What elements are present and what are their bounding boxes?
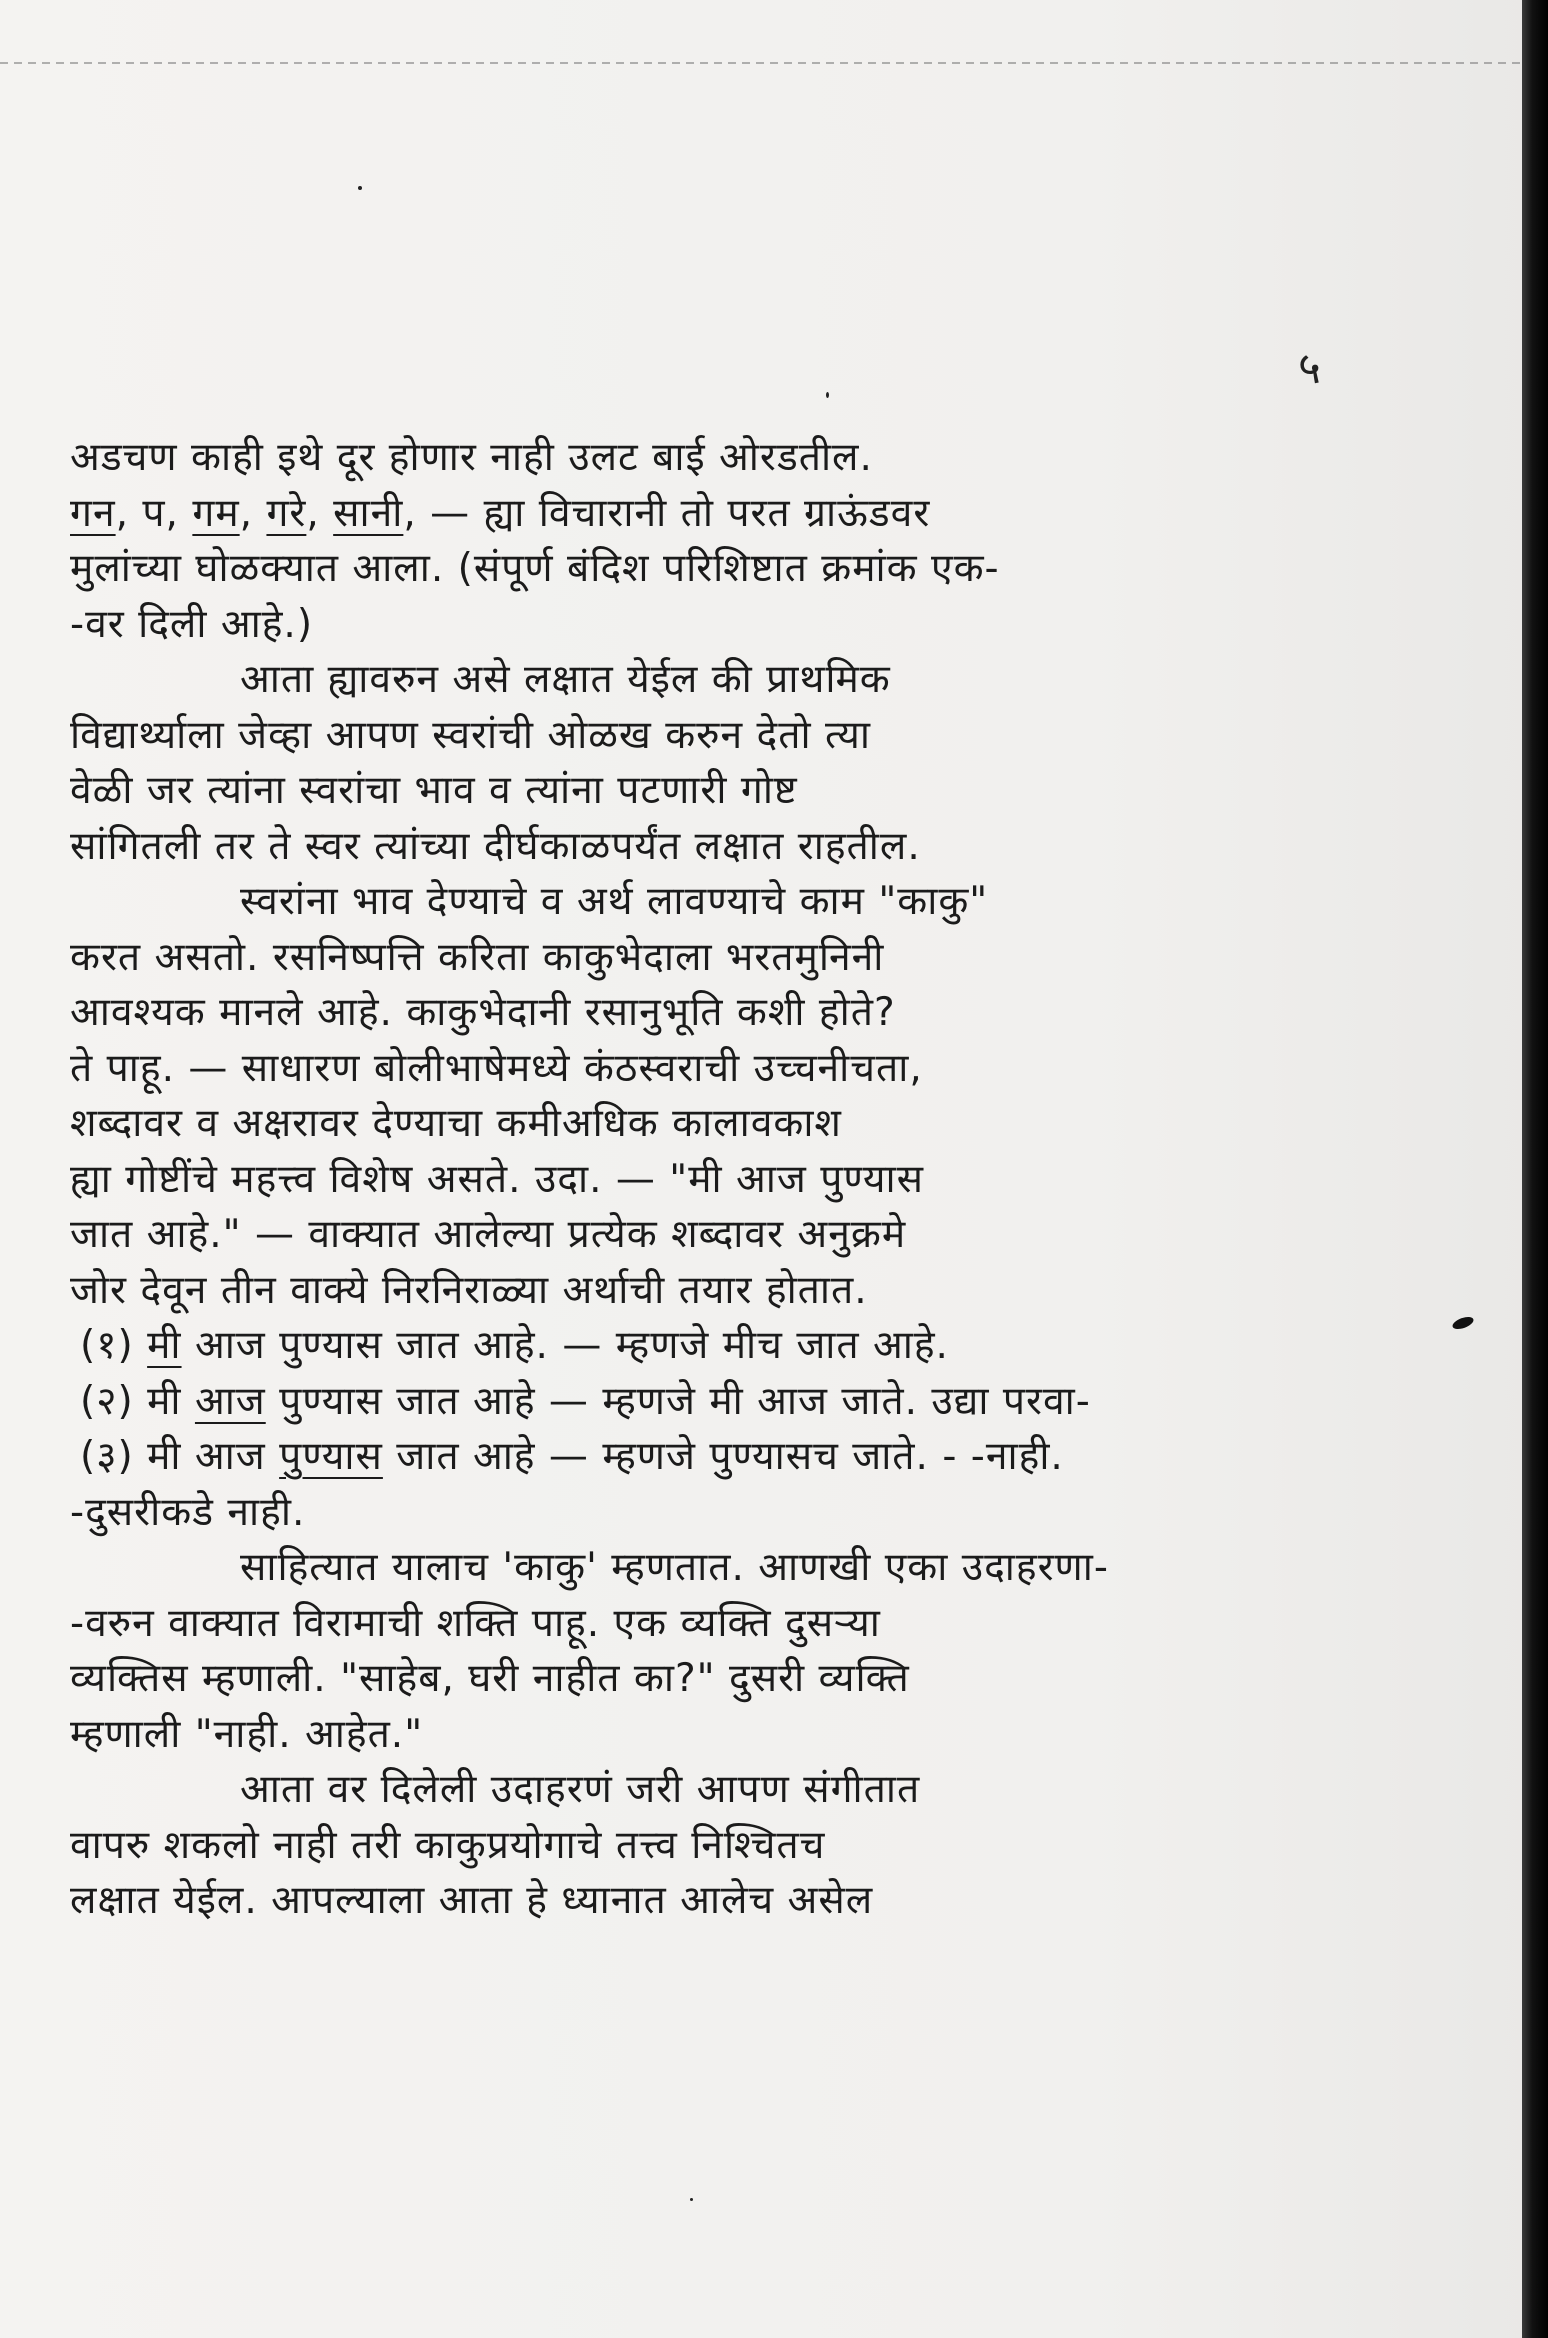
- text-line: [70, 1374, 1450, 1430]
- ink-speck: [358, 186, 362, 190]
- text-line: [70, 1540, 1450, 1596]
- page-binding-shadow: [1522, 0, 1548, 2338]
- text-line: [70, 819, 1450, 875]
- page-top-edge: [0, 62, 1520, 64]
- text-line: [70, 1152, 1450, 1208]
- text-line: [70, 541, 1450, 597]
- text-line: [70, 930, 1450, 986]
- text-line: [70, 1263, 1450, 1319]
- underlined-word: गरे: [266, 490, 307, 536]
- text-line: [70, 1207, 1450, 1263]
- text-segment: ,: [306, 490, 334, 536]
- ink-speck: [826, 392, 829, 398]
- text-line: [70, 1485, 1450, 1541]
- text-segment: आज पुण्यास जात आहे. — म्हणजे मीच जात आहे.: [181, 1323, 949, 1368]
- text-segment: -दुसरीकडे नाही.: [70, 1489, 306, 1535]
- text-line: [70, 1873, 1450, 1929]
- text-segment: ह्या गोष्टींचे महत्त्व विशेष असते. उदा. — "मी आज पुण्यास: [70, 1156, 924, 1202]
- text-line: [70, 1651, 1450, 1707]
- text-segment: करत असतो. रसनिष्पत्ति करिता काकुभेदाला भरतमुनिनी: [70, 934, 885, 980]
- text-segment: वेळी जर त्यांना स्वरांचा भाव व त्यांना पटणारी गोष्ट: [70, 768, 798, 813]
- text-segment: , — ह्या विचारानी तो परत ग्राऊंडवर: [403, 490, 931, 536]
- text-segment: वापरु शकलो नाही तरी काकुप्रयोगाचे तत्त्व निश्चितच: [70, 1822, 826, 1868]
- ink-blot: [1451, 1315, 1475, 1332]
- text-segment: स्वरांना भाव देण्याचे व अर्थ लावण्याचे काम "काकु": [240, 879, 989, 924]
- text-segment: सांगितली तर ते स्वर त्यांच्या दीर्घकाळपर्यंत लक्षात राहतील.: [70, 823, 921, 869]
- text-segment: अडचण काही इथे दूर होणार नाही उलट बाई ओरडतील.: [70, 435, 873, 480]
- text-segment: जात आहे." — वाक्यात आलेल्या प्रत्येक शब्दावर अनुक्रमे: [70, 1212, 907, 1257]
- text-line: [70, 874, 1450, 930]
- text-segment: आता ह्यावरुन असे लक्षात येईल की प्राथमिक: [240, 657, 891, 702]
- text-line: [70, 1762, 1450, 1818]
- page-number: ५: [1298, 343, 1321, 394]
- text-segment: आवश्यक मानले आहे. काकुभेदानी रसानुभूति कशी होते?: [70, 990, 896, 1035]
- text-segment: पुण्यास जात आहे — म्हणजे मी आज जाते. उद्या परवा-: [265, 1378, 1091, 1424]
- text-segment: (२) मी: [80, 1378, 195, 1424]
- text-line: [70, 1707, 1450, 1763]
- text-segment: (१): [80, 1323, 148, 1368]
- text-line: [70, 1818, 1450, 1874]
- text-segment: जात आहे — म्हणजे पुण्यासच जाते. - -नाही.: [382, 1434, 1064, 1479]
- ink-speck: [690, 2198, 693, 2201]
- text-line: [70, 1041, 1450, 1097]
- text-line: [70, 1096, 1450, 1152]
- text-line: [70, 430, 1450, 486]
- underlined-word: गम: [192, 490, 240, 536]
- text-segment: साहित्यात यालाच 'काकु' म्हणतात. आणखी एका उदाहरणा-: [240, 1545, 1109, 1590]
- text-line: [70, 486, 1450, 542]
- underlined-word: पुण्यास: [279, 1434, 383, 1479]
- text-segment: (३) मी आज: [80, 1434, 280, 1479]
- text-segment: शब्दावर व अक्षरावर देण्याचा कमीअधिक कालावकाश: [70, 1101, 842, 1146]
- text-segment: -वर दिली आहे.): [70, 601, 314, 647]
- underlined-word: सानी: [333, 490, 404, 536]
- text-segment: जोर देवून तीन वाक्ये निरनिराळ्या अर्थाची तयार होतात.: [70, 1267, 868, 1313]
- underlined-word: गन: [70, 490, 116, 536]
- text-segment: ,: [239, 490, 267, 536]
- text-segment: , प,: [115, 490, 193, 536]
- text-line: [70, 985, 1450, 1041]
- text-line: [70, 1429, 1450, 1485]
- text-line: [70, 597, 1450, 653]
- text-segment: लक्षात येईल. आपल्याला आता हे ध्यानात आलेच असेल: [70, 1878, 874, 1923]
- text-segment: विद्यार्थ्याला जेव्हा आपण स्वरांची ओळख करुन देतो त्या: [70, 712, 871, 758]
- text-segment: ते पाहू. — साधारण बोलीभाषेमध्ये कंठस्वराची उच्चनीचता,: [70, 1045, 923, 1091]
- text-segment: व्यक्तिस म्हणाली. "साहेब, घरी नाहीत का?" दुसरी व्यक्ति: [70, 1656, 910, 1701]
- text-segment: -वरुन वाक्यात विरामाची शक्ति पाहू. एक व्यक्ति दुसऱ्या: [70, 1600, 881, 1646]
- underlined-word: आज: [194, 1378, 266, 1424]
- text-line: [70, 1596, 1450, 1652]
- text-line: [70, 652, 1450, 708]
- text-segment: मुलांच्या घोळक्यात आला. (संपूर्ण बंदिश परिशिष्टात क्रमांक एक-: [70, 546, 1000, 591]
- text-segment: आता वर दिलेली उदाहरणं जरी आपण संगीतात: [240, 1767, 921, 1812]
- text-line: [70, 708, 1450, 764]
- text-line: [70, 1318, 1450, 1374]
- underlined-word: मी: [147, 1323, 182, 1368]
- handwritten-text-body: [70, 430, 1450, 1929]
- text-line: [70, 763, 1450, 819]
- text-segment: म्हणाली "नाही. आहेत.": [70, 1711, 424, 1757]
